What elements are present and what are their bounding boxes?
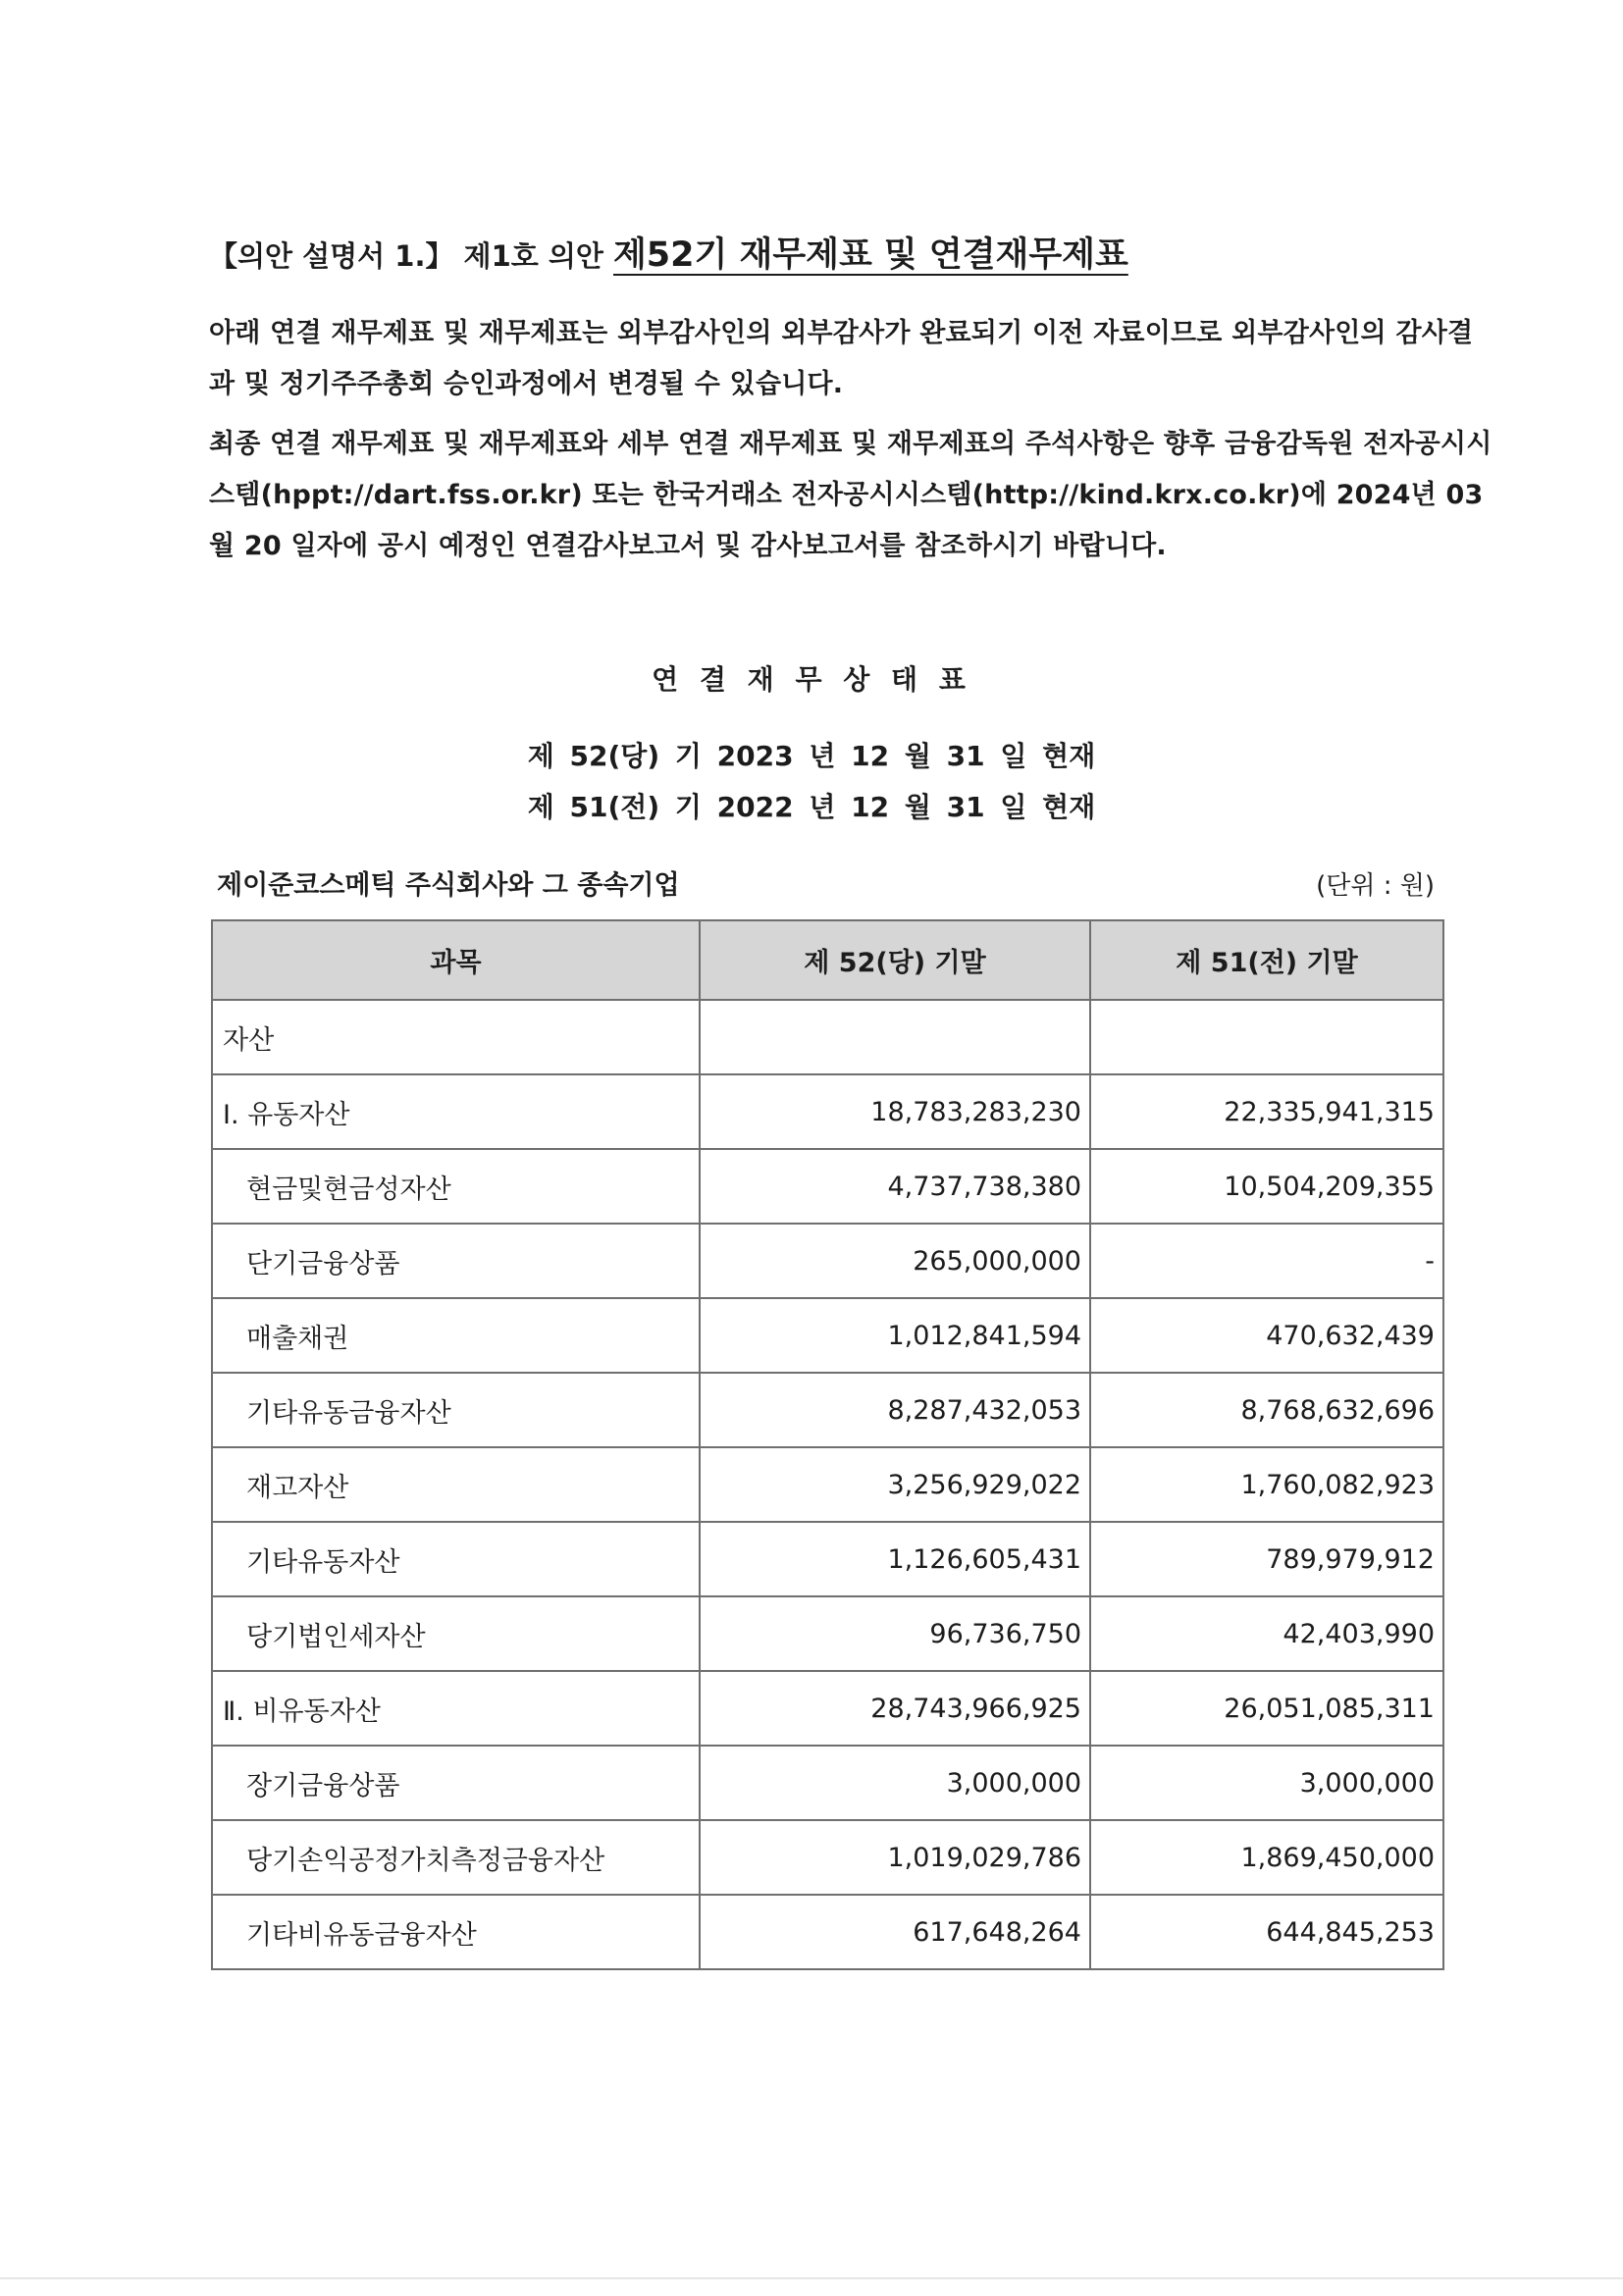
table-row [212, 1746, 1443, 1820]
prior-value-cell: - [1090, 1224, 1443, 1298]
table-row [212, 1149, 1443, 1224]
unit-label: (단위 : 원) [1316, 871, 1435, 901]
current-value-cell: 3,256,929,022 [700, 1447, 1090, 1522]
current-value-cell: 8,287,432,053 [700, 1373, 1090, 1447]
notice-paragraph-1: 아래 연결 재무제표 및 재무제표는 외부감사인의 외부감사가 완료되기 이전 자료이므로 외부감사인의 감사결과 및 정기주주총회 승인과정에서 변경될 수 있습니다. [209, 318, 1474, 399]
agenda-title: 제52기 재무제표 및 연결재무제표 [613, 235, 1128, 275]
current-value-cell: 265,000,000 [700, 1224, 1090, 1298]
current-value-cell [700, 1000, 1090, 1074]
current-value-cell: 617,648,264 [700, 1895, 1090, 1969]
current-value-cell: 4,737,738,380 [700, 1149, 1090, 1224]
table-row [212, 1447, 1443, 1522]
current-value-cell: 1,019,029,786 [700, 1820, 1090, 1895]
account-cell: 당기법인세자산 [212, 1596, 700, 1671]
account-cell: 기타유동금융자산 [212, 1373, 700, 1447]
prior-value-cell: 8,768,632,696 [1090, 1373, 1443, 1447]
scan-edge-line [0, 2277, 1623, 2279]
column-header-account: 과목 [212, 920, 700, 1000]
table-row [212, 1298, 1443, 1373]
account-cell: 장기금융상품 [212, 1746, 700, 1820]
agenda-prefix: 【의안 설명서 1.】 제1호 의안 [209, 239, 603, 273]
notice-paragraph-2: 최종 연결 재무제표 및 재무제표와 세부 연결 재무제표 및 재무제표의 주석사항은 향후 금융감독원 전자공시시스템(hppt://dart.fss.or.kr) 또는 한국거래소 전자공시시스템(http://kind.krx.co.kr)에 2024년 03 월 20 일자에 공시 예정인 연결감사보고서 및 감사보고서를 참조하시기 바랍니다. [209, 429, 1492, 561]
account-cell: 매출채권 [212, 1298, 700, 1373]
account-cell: 현금및현금성자산 [212, 1149, 700, 1224]
current-value-cell: 18,783,283,230 [700, 1074, 1090, 1149]
agenda-heading [209, 235, 1436, 276]
current-value-cell: 1,126,605,431 [700, 1522, 1090, 1596]
account-cell: 기타유동자산 [212, 1522, 700, 1596]
account-cell: 기타비유동금융자산 [212, 1895, 700, 1969]
account-cell: 재고자산 [212, 1447, 700, 1522]
prior-value-cell: 470,632,439 [1090, 1298, 1443, 1373]
account-cell: Ⅱ. 비유동자산 [212, 1671, 700, 1746]
prior-value-cell: 644,845,253 [1090, 1895, 1443, 1969]
period-current: 제 52(당) 기 2023 년 12 월 31 일 현재 [527, 740, 1096, 772]
account-cell: 단기금융상품 [212, 1224, 700, 1298]
prior-value-cell: 26,051,085,311 [1090, 1671, 1443, 1746]
period-prior: 제 51(전) 기 2022 년 12 월 31 일 현재 [527, 791, 1096, 823]
prior-value-cell [1090, 1000, 1443, 1074]
prior-value-cell: 1,869,450,000 [1090, 1820, 1443, 1895]
table-row [212, 1671, 1443, 1746]
table-row [212, 1224, 1443, 1298]
company-name: 제이준코스메틱 주식회사와 그 종속기업 [217, 870, 680, 901]
table-row [212, 1820, 1443, 1895]
table-row [212, 1074, 1443, 1149]
table-row [212, 1596, 1443, 1671]
current-value-cell: 3,000,000 [700, 1746, 1090, 1820]
table-row [212, 1522, 1443, 1596]
table-row [212, 1000, 1443, 1074]
prior-value-cell: 10,504,209,355 [1090, 1149, 1443, 1224]
current-value-cell: 28,743,966,925 [700, 1671, 1090, 1746]
current-value-cell: 96,736,750 [700, 1596, 1090, 1671]
column-header-prior: 제 51(전) 기말 [1090, 920, 1443, 1000]
prior-value-cell: 789,979,912 [1090, 1522, 1443, 1596]
prior-value-cell: 3,000,000 [1090, 1746, 1443, 1820]
balance-sheet-table [211, 919, 1444, 1970]
table-row [212, 1895, 1443, 1969]
current-value-cell: 1,012,841,594 [700, 1298, 1090, 1373]
account-cell: 당기손익공정가치측정금융자산 [212, 1820, 700, 1895]
prior-value-cell: 1,760,082,923 [1090, 1447, 1443, 1522]
prior-value-cell: 42,403,990 [1090, 1596, 1443, 1671]
prior-value-cell: 22,335,941,315 [1090, 1074, 1443, 1149]
column-header-current: 제 52(당) 기말 [700, 920, 1090, 1000]
table-row [212, 1373, 1443, 1447]
account-cell: 자산 [212, 1000, 700, 1074]
table-header-row [212, 920, 1443, 1000]
account-cell: Ⅰ. 유동자산 [212, 1074, 700, 1149]
statement-title: 연 결 재 무 상 태 표 [652, 663, 971, 696]
